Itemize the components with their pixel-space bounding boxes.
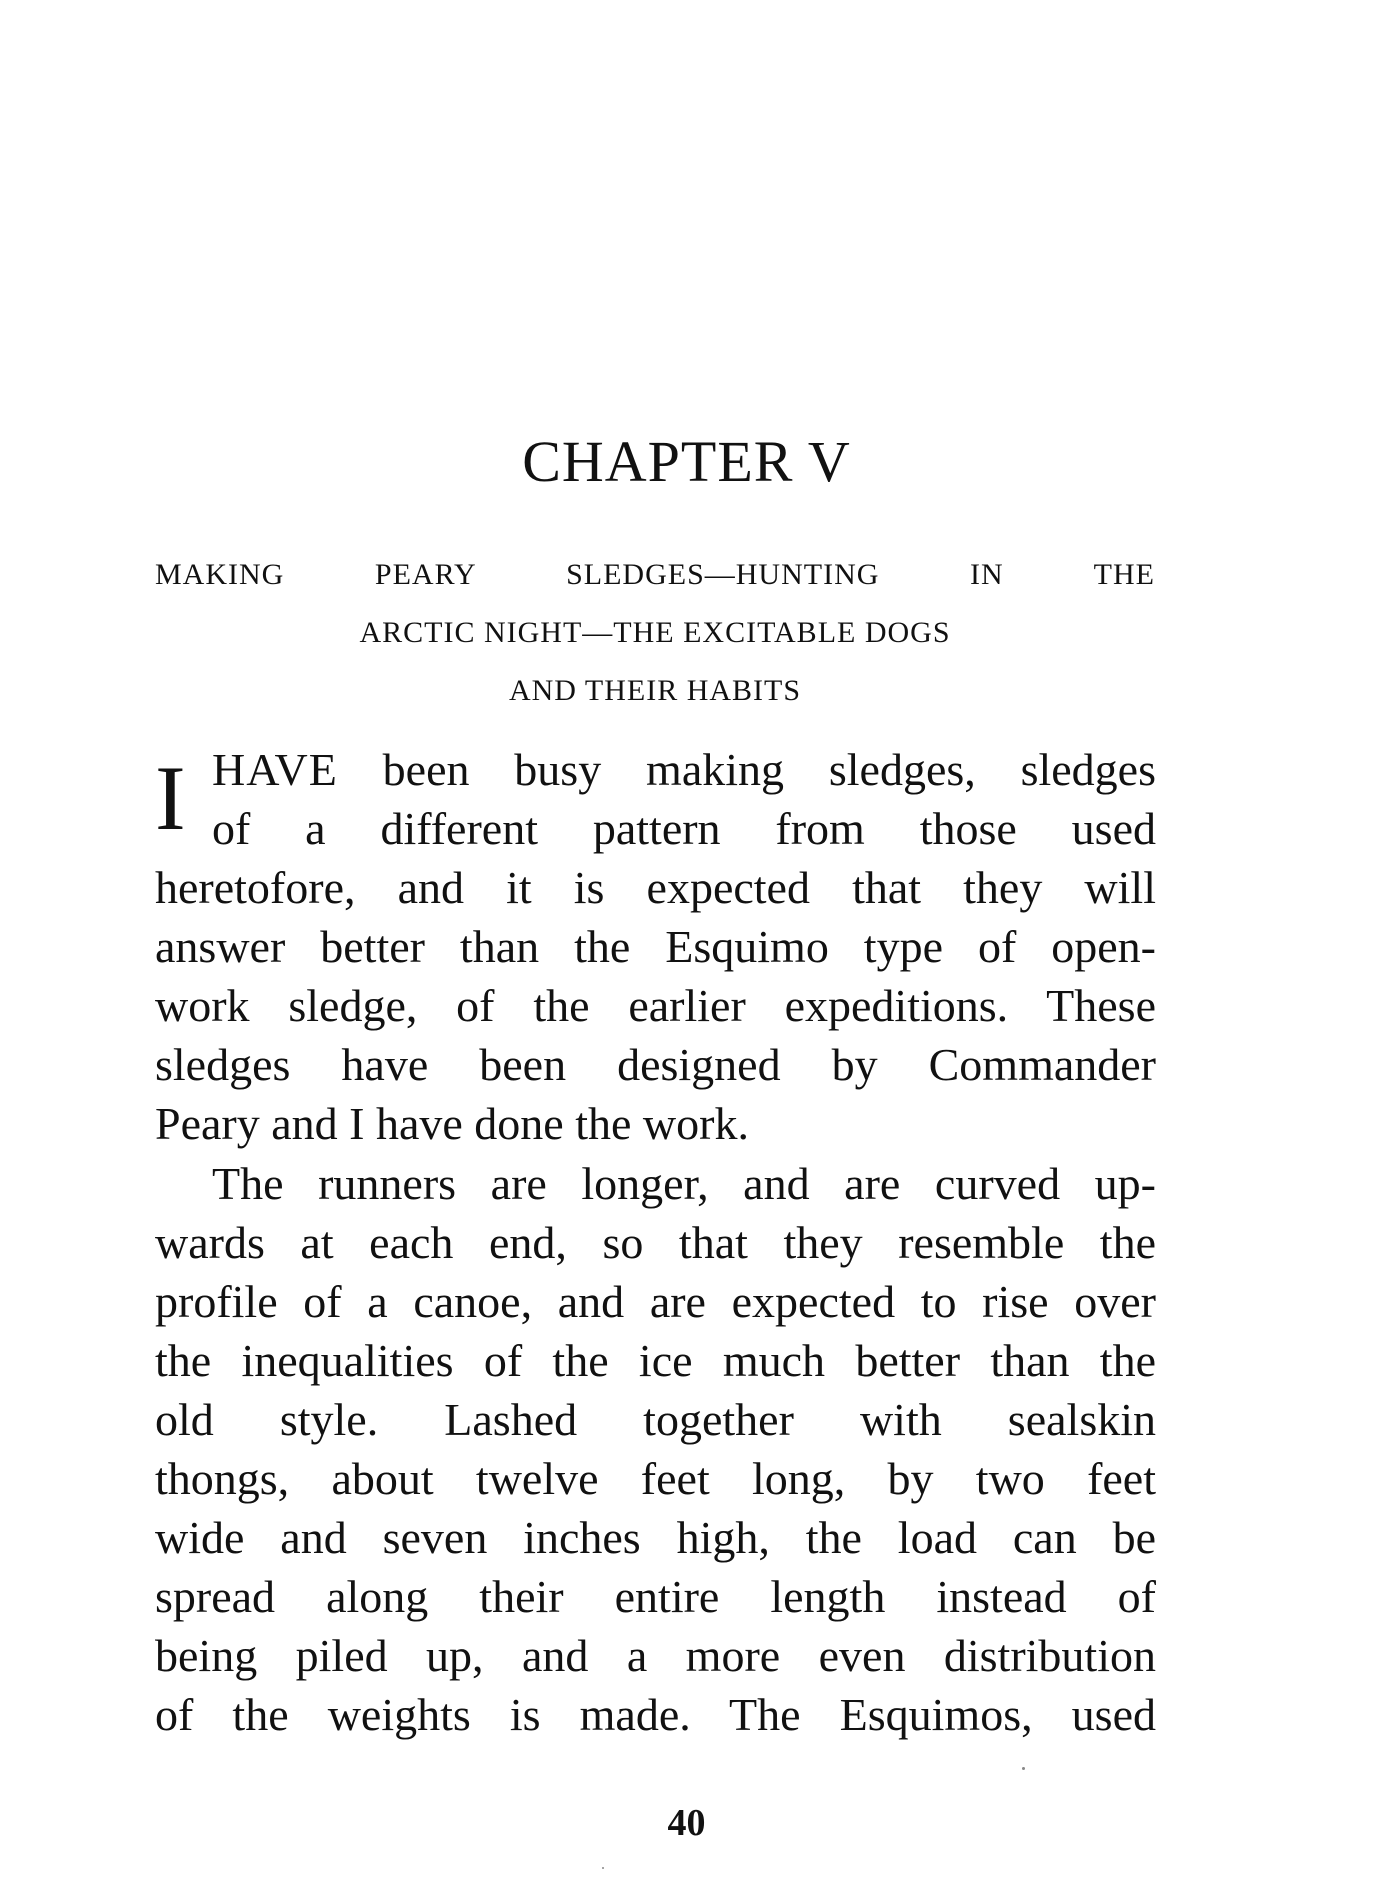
paragraph-line: Peary and I have done the work.: [155, 1098, 749, 1149]
paragraph-line: of a different pattern from those used: [212, 803, 1156, 854]
paragraph-1: [155, 740, 1156, 1153]
paragraph-line-rest: been busy making sledges, sledges: [337, 744, 1156, 795]
chapter-subtitle-line: ARCTIC NIGHT—THE EXCITABLE DOGS: [359, 616, 951, 649]
chapter-title: CHAPTER V: [522, 429, 851, 494]
page-number: 40: [667, 1802, 706, 1844]
chapter-subtitle-line: MAKING PEARY SLEDGES—HUNTING IN THE: [155, 558, 1155, 591]
paragraph-line: of the weights is made. The Esquimos, used: [155, 1689, 1156, 1740]
paragraph-line: heretofore, and it is expected that they will: [155, 862, 1156, 913]
paragraph-line: sledges have been designed by Commander: [155, 1039, 1156, 1090]
paragraph-line: profile of a canoe, and are expected to rise over: [155, 1276, 1156, 1327]
drop-cap: I: [155, 747, 186, 849]
paragraph-line: old style. Lashed together with sealskin: [155, 1394, 1156, 1445]
paragraph-line: wards at each end, so that they resemble the: [155, 1217, 1156, 1268]
paragraph-line: thongs, about twelve feet long, by two feet: [155, 1453, 1156, 1504]
chapter-subtitle-line: AND THEIR HABITS: [508, 674, 802, 707]
paragraph-line: wide and seven inches high, the load can be: [155, 1512, 1156, 1563]
paragraph-2: [155, 1154, 1156, 1744]
paragraph-line: spread along their entire length instead of: [155, 1571, 1156, 1622]
chapter-subtitle: [155, 546, 1155, 720]
paragraph-line: answer better than the Esquimo type of open-: [155, 921, 1156, 972]
paragraph-line: the inequalities of the ice much better than the: [155, 1335, 1156, 1386]
paragraph-line: The runners are longer, and are curved up-: [212, 1158, 1156, 1209]
paragraph-line: [155, 740, 1156, 799]
print-speck: [602, 1867, 604, 1869]
opening-caps: HAVE: [212, 744, 338, 795]
print-speck: [1022, 1767, 1025, 1770]
paragraph-line: work sledge, of the earlier expeditions. These: [155, 980, 1156, 1031]
paragraph-line: being piled up, and a more even distribution: [155, 1630, 1156, 1681]
